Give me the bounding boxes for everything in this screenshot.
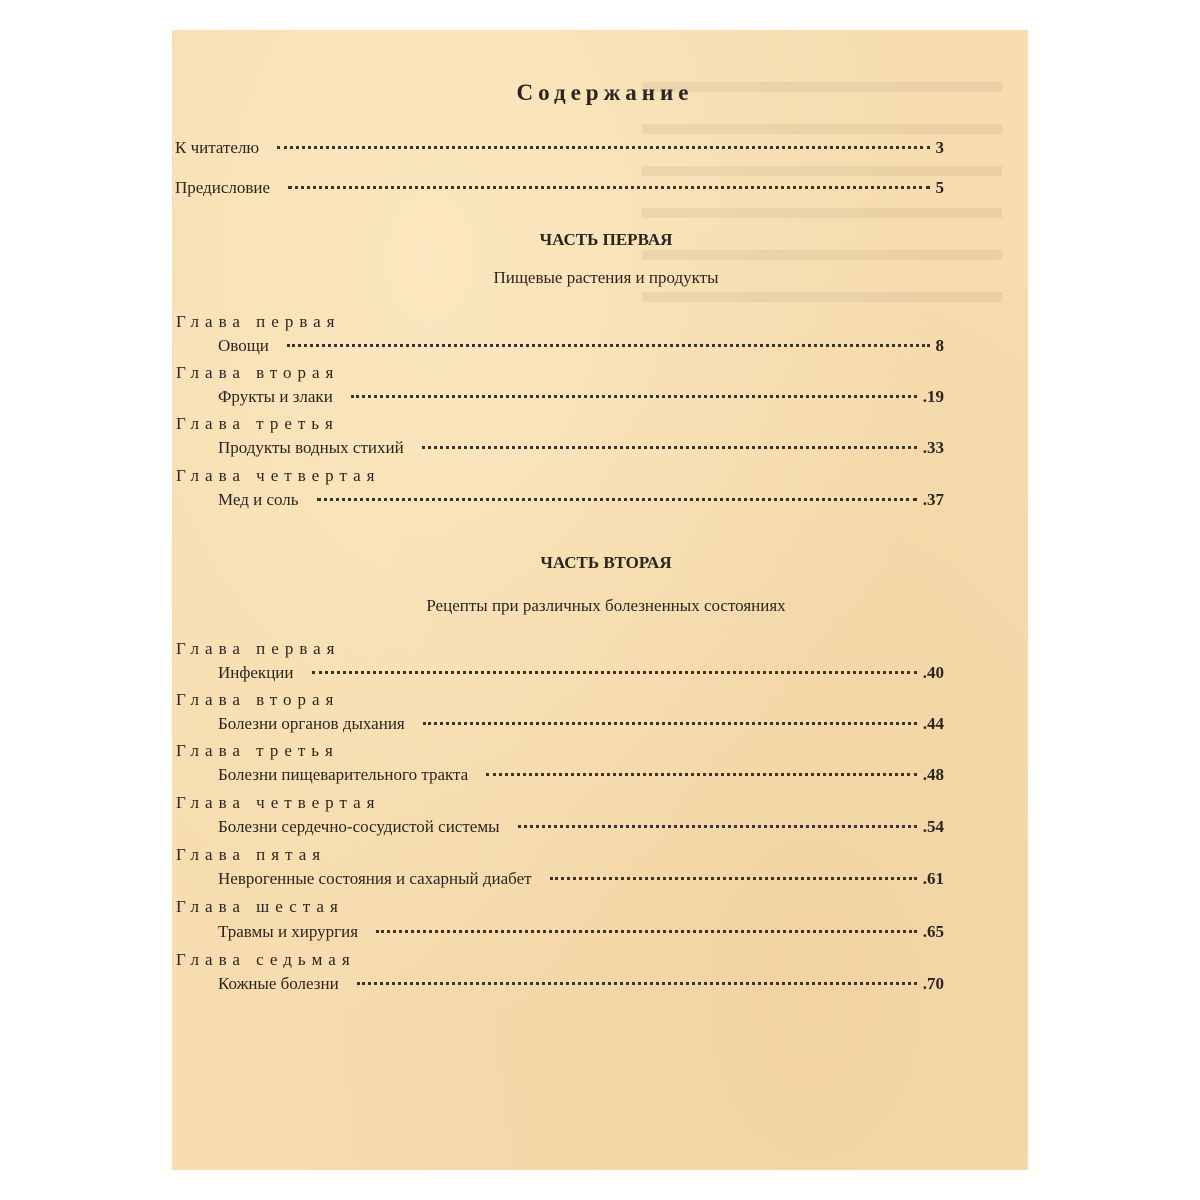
chapter-label: Глава четвертая [176, 793, 381, 812]
dot-leader [351, 394, 917, 398]
entry-page: .44 [922, 714, 944, 733]
toc-entry [218, 817, 944, 841]
entry-page: .37 [922, 490, 944, 509]
entry-label: Болезни пищеварительного тракта [218, 765, 469, 784]
toc-entry [218, 387, 944, 411]
chapter-label: Глава вторая [176, 363, 340, 382]
chapter-label: Глава пятая [176, 845, 327, 864]
entry-label: Инфекции [218, 663, 294, 682]
entry-page: 8 [935, 336, 944, 355]
toc-entry [175, 178, 944, 202]
dot-leader [376, 929, 917, 933]
toc-entry [218, 714, 944, 738]
dot-leader [518, 824, 917, 828]
entry-label: Предисловие [175, 178, 271, 197]
entry-page: .65 [922, 922, 944, 941]
entry-label: Болезни сердечно-сосудистой системы [218, 817, 500, 836]
chapter-label: Глава третья [176, 741, 339, 760]
entry-page: .40 [922, 663, 944, 682]
part-two-subtitle: Рецепты при различных болезненных состояниях [426, 596, 786, 615]
entry-page: .61 [922, 869, 944, 888]
chapter-label: Глава шестая [176, 897, 344, 916]
entry-label: Неврогенные состояния и сахарный диабет [218, 869, 532, 888]
toc-entry [218, 490, 944, 514]
dot-leader [422, 445, 917, 449]
dot-leader [357, 981, 917, 985]
entry-label: Продукты водных стихий [218, 438, 404, 457]
toc-entry [218, 869, 944, 893]
toc-entry [218, 922, 944, 946]
dot-leader [486, 772, 917, 776]
chapter-label: Глава третья [176, 414, 339, 433]
entry-label: Фрукты и злаки [218, 387, 333, 406]
entry-page: 3 [935, 138, 944, 157]
part-one-subtitle: Пищевые растения и продукты [493, 268, 719, 287]
chapter-label: Глава вторая [176, 690, 340, 709]
dot-leader [288, 185, 929, 189]
entry-page: .70 [922, 974, 944, 993]
toc-entry [175, 138, 944, 162]
dot-leader [423, 721, 917, 725]
toc-entry [218, 663, 944, 687]
chapter-label: Глава четвертая [176, 466, 381, 485]
entry-label: Кожные болезни [218, 974, 339, 993]
chapter-label: Глава первая [176, 312, 341, 331]
part-two-title: ЧАСТЬ ВТОРАЯ [540, 553, 672, 572]
toc-entry [218, 974, 944, 998]
chapter-label: Глава первая [176, 639, 341, 658]
entry-label: Овощи [218, 336, 269, 355]
entry-page: .19 [922, 387, 944, 406]
entry-page: .33 [922, 438, 944, 457]
entry-label: К читателю [175, 138, 260, 157]
book-page [172, 30, 1028, 1170]
entry-page: .54 [922, 817, 944, 836]
entry-label: Мед и соль [218, 490, 299, 509]
entry-page: .48 [922, 765, 944, 784]
dot-leader [287, 343, 930, 347]
toc-entry [218, 438, 944, 462]
part-one-title: ЧАСТЬ ПЕРВАЯ [539, 230, 673, 249]
toc-entry [218, 336, 944, 360]
page-title: Содержание [516, 80, 694, 105]
entry-page: 5 [935, 178, 944, 197]
dot-leader [550, 876, 917, 880]
toc-entry [218, 765, 944, 789]
dot-leader [277, 145, 929, 149]
chapter-label: Глава седьмая [176, 950, 356, 969]
dot-leader [312, 670, 917, 674]
entry-label: Травмы и хирургия [218, 922, 359, 941]
entry-label: Болезни органов дыхания [218, 714, 405, 733]
dot-leader [317, 497, 917, 501]
